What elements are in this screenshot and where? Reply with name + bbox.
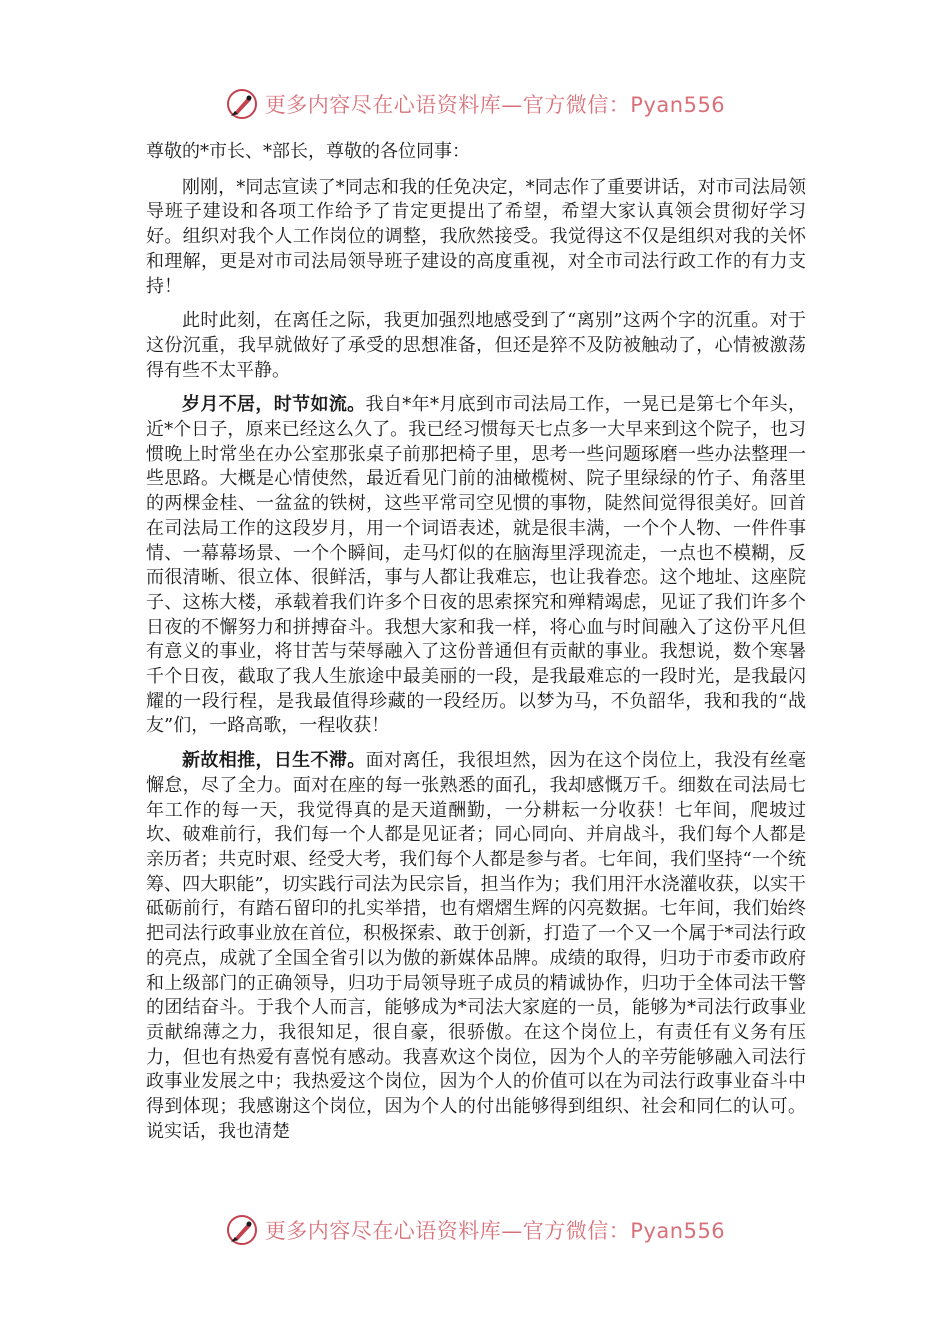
paragraph-3 xyxy=(146,393,806,739)
paragraph-3-heading: 岁月不居，时节如流。 xyxy=(182,394,366,416)
header-banner-text: 更多内容尽在心语资料库—官方微信：Pyan556 xyxy=(264,93,726,117)
paragraph-1: 刚刚，*同志宣读了*同志和我的任免决定，*同志作了重要讲话，对市司法局领导班子建设和各项工作给予了肯定更提出了希望，希望大家认真领会贯彻好学习好。组织对我个人工作岗位的调整，我欣然接受。我觉得这不仅是组织对我的关怀和理解，更是对市司法局领导班子建设的高度重视，对全市司法行政工作的有力支持！ xyxy=(146,176,806,297)
paragraph-3-text: 我自*年*月底到市司法局工作，一晃已是第七个年头，近*个日子，原来已经这么久了。我已经习惯每天七点多一大早来到这个院子，也习惯晚上时常坐在办公室那张桌子前那把椅子里，思考一些问题琢磨一些办法整理一些思路。大概是心情使然，最近看见门前的油橄榄树、院子里绿绿的竹子、角落里的两棵金桂、一盆盆的铁树，这些平常司空见惯的事物，陡然间觉得很美好。回首在司法局工作的这段岁月，用一个词语表述，就是很丰满，一个个人物、一件件事情、一幕幕场景、一个个瞬间，走马灯似的在脑海里浮现流走，一点也不模糊，反而很清晰、很立体、很鲜活，事与人都让我难忘，也让我眷恋。这个地址、这座院子、这栋大楼，承载着我们许多个日夜的思索探究和殚精竭虑，见证了我们许多个日夜的不懈努力和拼搏奋斗。我想大家和我一样，将心血与时间融入了这份平凡但有意义的事业，将甘苦与荣辱融入了这份普通但有贡献的事业。我想说，数个寒暑千个日夜，截取了我人生旅途中最美丽的一段，是我最难忘的一段时光，是我最闪耀的一段行程，是我最值得珍藏的一段经历。以梦为马，不负韶华，我和我的“战友”们，一路高歌，一程收获！ xyxy=(146,394,806,737)
pen-logo-icon xyxy=(225,87,259,121)
paragraph-4 xyxy=(146,749,806,1144)
footer-banner-text: 更多内容尽在心语资料库—官方微信：Pyan556 xyxy=(264,1219,726,1243)
paragraph-4-heading: 新故相推，日生不滞。 xyxy=(182,750,366,772)
speech-body xyxy=(146,140,806,1154)
paragraph-2: 此时此刻，在离任之际，我更加强烈地感受到了“离别”这两个字的沉重。对于这份沉重，我早就做好了承受的思想准备，但还是猝不及防被触动了，心情被激荡得有些不太平静。 xyxy=(146,310,806,381)
header-banner xyxy=(0,86,950,122)
pen-logo-icon xyxy=(225,1213,259,1247)
footer-banner xyxy=(0,1212,950,1248)
salutation: 尊敬的*市长、*部长，尊敬的各位同事： xyxy=(146,141,470,162)
paragraph-4-text: 面对离任，我很坦然，因为在这个岗位上，我没有丝毫懈怠，尽了全力。面对在座的每一张熟悉的面孔，我却感慨万千。细数在司法局七年工作的每一天，我觉得真的是天道酬勤，一分耕耘一分收获！七年间，爬坡过坎、破难前行，我们每一个人都是见证者；同心同向、并肩战斗，我们每个人都是亲历者；共克时艰、经受大考，我们每个人都是参与者。七年间，我们坚持“一个统筹、四大职能”，切实践行司法为民宗旨，担当作为；我们用汗水浇灌收获，以实干砥砺前行，有踏石留印的扎实举措，也有熠熠生辉的闪亮数据。七年间，我们始终把司法行政事业放在首位，积极探索、敢于创新，打造了一个又一个属于*司法行政的亮点，成就了全国全省引以为傲的新媒体品牌。成绩的取得，归功于市委市政府和上级部门的正确领导，归功于局领导班子成员的精诚协作，归功于全体司法干警的团结奋斗。于我个人而言，能够成为*司法大家庭的一员，能够为*司法行政事业贡献绵薄之力，我很知足，很自豪，很骄傲。在这个岗位上，有责任有义务有压力，但也有热爱有喜悦有感动。我喜欢这个岗位，因为个人的辛劳能够融入司法行政事业发展之中；我热爱这个岗位，因为个人的价值可以在为司法行政事业奋斗中得到体现；我感谢这个岗位，因为个人的付出能够得到组织、社会和同仁的认可。说实话，我也清楚 xyxy=(146,750,807,1142)
